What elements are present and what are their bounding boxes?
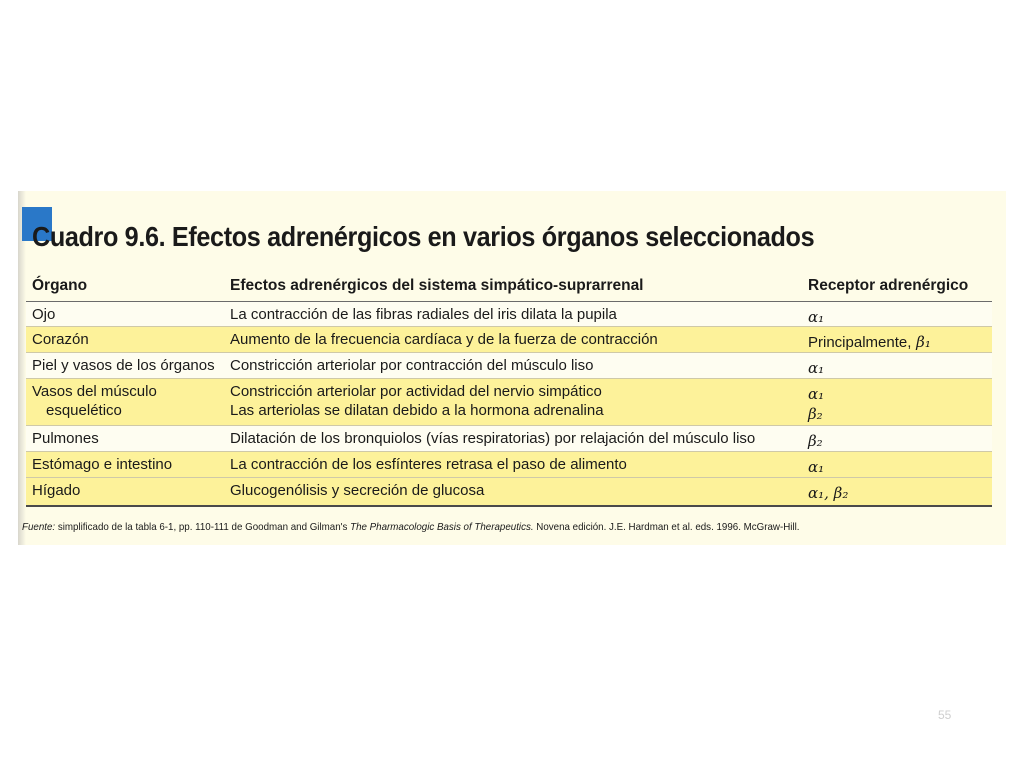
effect-cell: Glucogenólisis y secreción de glucosa [230,482,485,499]
receptor-cell [808,385,824,423]
table-header-row [18,273,1006,301]
slide-page-number: 55 [938,708,952,722]
receptor-line-1: α₁ [808,385,825,403]
organ-cell: Hígado [32,482,81,499]
table-row-higado [26,478,992,505]
table-body [26,302,992,505]
organ-cell: Ojo [32,306,56,323]
receptor-line-2: β₂ [808,405,823,423]
footnote-text-before: simplificado de la tabla 6-1, pp. 110-111 de Goodman and Gilman's [55,521,351,533]
table-row-piel [26,353,992,379]
receptor-cell: α₁ [808,458,825,476]
organ-cell [32,383,157,419]
receptor-cell: α₁ [808,359,825,377]
organ-cell: Pulmones [32,430,99,447]
receptor-cell: β₂ [808,432,823,450]
table-row-vasos-musculo [26,379,992,426]
receptor-cell [808,333,931,351]
footnote-book-title: The Pharmacologic Basis of Therapeutics. [350,521,534,533]
receptor-symbol: β₁ [916,333,931,351]
effect-cell: Constricción arteriolar por contracción del músculo liso [230,357,594,374]
table-bottom-rule [26,505,992,507]
footnote-text-after: Novena edición. J.E. Hardman et al. eds. 1996. McGraw-Hill. [533,521,800,533]
table-row-pulmones [26,426,992,452]
header-effect: Efectos adrenérgicos del sistema simpático-suprarrenal [230,277,644,294]
effect-cell: Aumento de la frecuencia cardíaca y de la fuerza de contracción [230,331,658,348]
receptor-prefix: Principalmente, [808,334,912,351]
receptor-cell: α₁, β₂ [808,484,849,502]
header-organ: Órgano [32,277,88,294]
effect-cell: Dilatación de los bronquiolos (vías respiratorias) por relajación del músculo liso [230,430,756,447]
header-receptor: Receptor adrenérgico [808,277,969,294]
organ-cell: Piel y vasos de los órganos [32,357,215,374]
effect-line-2: Las arteriolas se dilatan debido a la hormona adrenalina [230,402,604,419]
table-row-estomago [26,452,992,478]
footnote-lead: Fuente: [22,521,56,533]
scanned-table-image [18,191,1006,545]
organ-cell: Estómago e intestino [32,456,173,473]
effect-cell [230,383,604,419]
source-footnote [22,521,800,533]
receptor-cell: α₁ [808,308,825,326]
effect-line-1: Constricción arteriolar por actividad del nervio simpático [230,383,602,400]
organ-line-1: Vasos del músculo [32,383,157,400]
organ-cell: Corazón [32,331,89,348]
table-row-ojo [26,302,992,327]
table-title: Cuadro 9.6. Efectos adrenérgicos en varios órganos seleccionados [32,221,815,252]
effect-cell: La contracción de las fibras radiales del iris dilata la pupila [230,306,617,323]
page-edge-shadow [18,191,26,545]
organ-line-2: esquelético [46,402,122,419]
table-row-corazon [26,327,992,353]
effect-cell: La contracción de los esfínteres retrasa el paso de alimento [230,456,627,473]
